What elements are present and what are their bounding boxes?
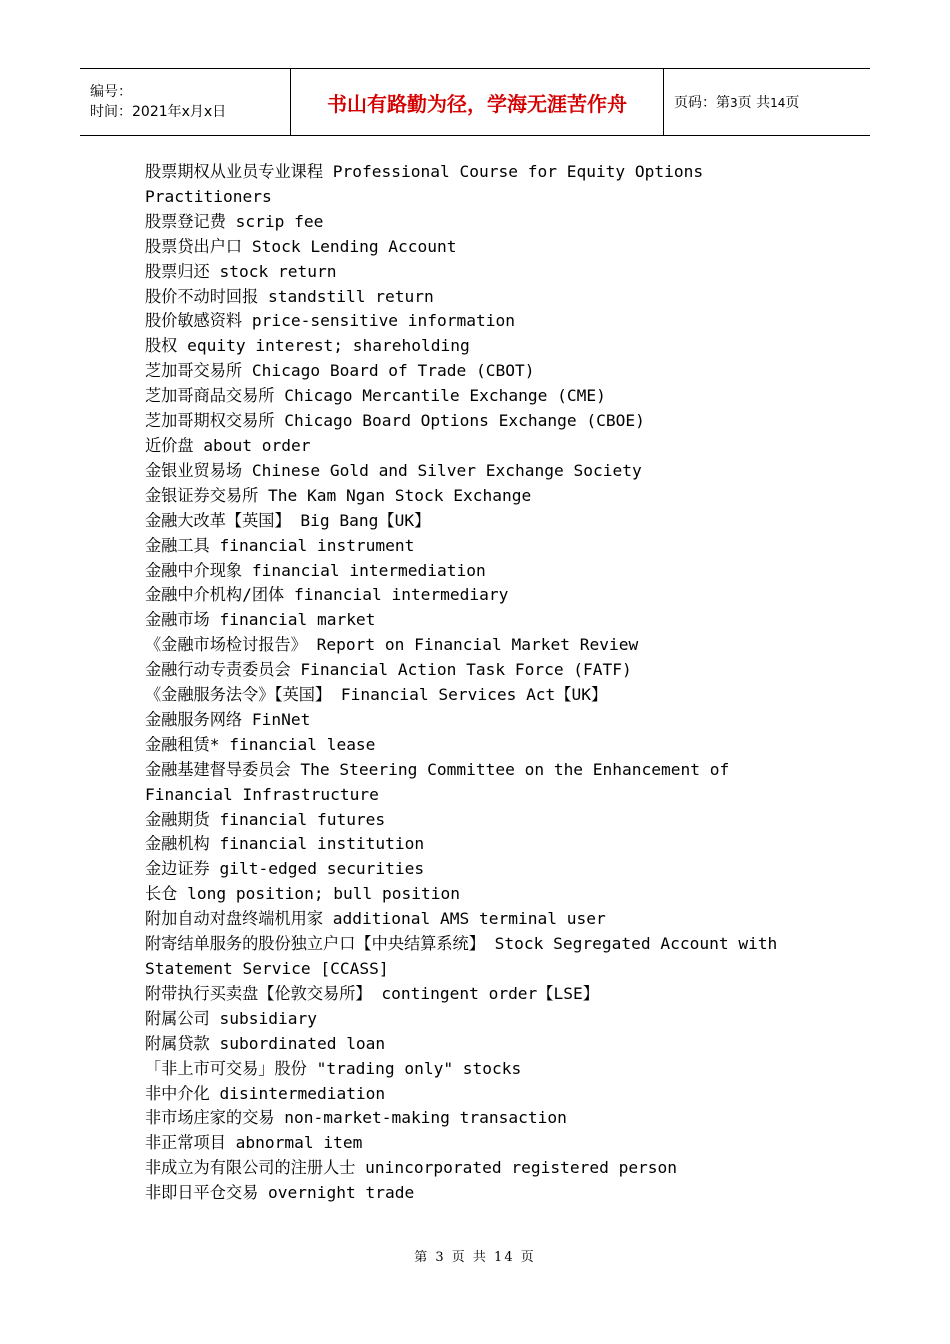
glossary-entry: 芝加哥期权交易所 Chicago Board Options Exchange (CBOE) [145,411,645,431]
header-motto: 书山有路勤为径，学海无涯苦作舟 [291,69,664,136]
glossary-entry: 金融服务网络 FinNet [145,709,311,729]
glossary-entry: 非正常项目 abnormal item [145,1133,363,1153]
glossary-entry: 芝加哥交易所 Chicago Board of Trade (CBOT) [145,361,535,381]
glossary-body [145,160,805,1206]
glossary-entry: 金边证券 gilt-edged securities [145,859,425,879]
glossary-entry: 附带执行买卖盘【伦敦交易所】 contingent order【LSE】 [145,983,599,1003]
page-label: 页码：第 [674,95,730,111]
glossary-entry: 非中介化 disintermediation [145,1083,386,1103]
glossary-entry: 金融市场 financial market [145,610,376,630]
glossary-entry: 金融工具 financial instrument [145,535,415,555]
glossary-entry: 金融租赁* financial lease [145,734,376,754]
code-label: 编号： [90,84,132,100]
page-header [80,68,870,136]
glossary-entry: 股权 equity interest; shareholding [145,336,470,356]
page-mid: 页 共 [737,95,771,111]
glossary-entry: 金融大改革【英国】 Big Bang【UK】 [145,510,431,530]
glossary-entry: 非即日平仓交易 overnight trade [145,1183,415,1203]
glossary-entry: 股票贷出户口 Stock Lending Account [145,236,457,256]
glossary-entry: 近价盘 about order [145,435,311,455]
header-meta [80,69,291,136]
page-end: 页 [785,95,800,111]
glossary-entry: 金融中介机构/团体 financial intermediary [145,585,509,605]
glossary-entry: 股票期权从业员专业课程 Professional Course for Equity Options Practitioners [145,162,713,206]
glossary-entry: 附寄结单服务的股份独立户口【中央结算系统】 Stock Segregated Account with Statement Service [CCASS] [145,934,788,978]
glossary-entry: 股价敏感资料 price-sensitive information [145,311,516,331]
glossary-entry: 《金融市场检讨报告》 Report on Financial Market Review [145,635,639,655]
glossary-entry: 附加自动对盘终端机用家 additional AMS terminal user [145,909,606,929]
glossary-entry: 股票归还 stock return [145,261,337,281]
time-label: 时间：2021年x月x日 [90,104,227,120]
glossary-entry: 金银证券交易所 The Kam Ngan Stock Exchange [145,485,532,505]
glossary-entry: 「非上市可交易」股份 "trading only" stocks [145,1058,522,1078]
glossary-entry: 金融基建督导委员会 The Steering Committee on the Enhancement of Financial Infrastructure [145,759,739,804]
glossary-entry: 非成立为有限公司的注册人士 unincorporated registered person [145,1158,678,1178]
glossary-entry: 金融中介现象 financial intermediation [145,560,486,580]
glossary-entry: 股票登记费 scrip fee [145,211,324,231]
glossary-entry: 股价不动时回报 standstill return [145,286,434,306]
glossary-entry: 附属贷款 subordinated loan [145,1033,386,1053]
page-total: 14 [770,96,786,110]
page-footer: 第 3 页 共 14 页 [414,1250,536,1265]
glossary-entry: 芝加哥商品交易所 Chicago Mercantile Exchange (CME) [145,386,606,406]
header-page-info [664,69,871,136]
glossary-entry: 长仓 long position; bull position [145,884,461,904]
glossary-entry: 非市场庄家的交易 non-market-making transaction [145,1108,567,1128]
page-current: 3 [730,96,738,110]
glossary-entry: 附属公司 subsidiary [145,1008,317,1028]
glossary-entry: 金融行动专责委员会 Financial Action Task Force (FATF) [145,660,632,680]
glossary-entry: 金融机构 financial institution [145,834,425,854]
glossary-entry: 《金融服务法令》【英国】 Financial Services Act【UK】 [145,685,608,705]
glossary-entry: 金融期货 financial futures [145,809,386,829]
glossary-entry: 金银业贸易场 Chinese Gold and Silver Exchange Society [145,460,642,480]
